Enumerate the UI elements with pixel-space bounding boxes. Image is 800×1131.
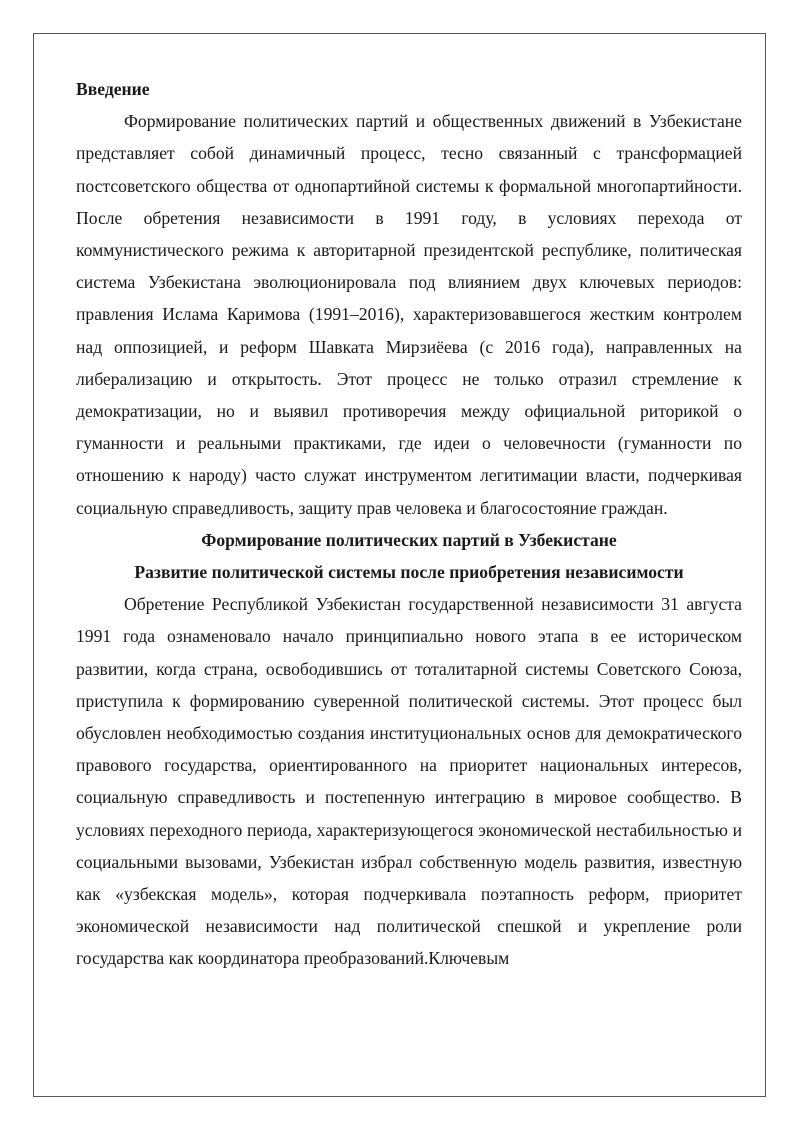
intro-paragraph: Формирование политических партий и общественных движений в Узбекистане представляет собой динамичный процесс, тесно связанный с трансформацией постсоветского общества от однопартийной системы к формальной многопартийности. После обретения независимости в 1991 году, в условиях перехода от коммунистического режима к авторитарной президентской республике, политическая система Узбекистана эволюционировала под влиянием двух ключевых периодов: правления Ислама Каримова (1991–2016), характеризовавшегося жестким контролем над оппозицией, и реформ Шавката Мирзиёева (с 2016 года), направленных на либерализацию и открытость. Этот процесс не только отразил стремление к демократизации, но и выявил противоречия между официальной риторикой о гуманности и реальными практиками, где идеи о человечности (гуманности по отношению к народу) часто служат инструментом легитимации власти, подчеркивая социальную справедливость, защиту прав человека и благосостояние граждан. — [76, 111, 742, 518]
subsection-heading: Развитие политической системы после приобретения независимости — [134, 562, 684, 583]
intro-heading: Введение — [76, 79, 150, 99]
body-paragraph: Обретение Республикой Узбекистан государственной независимости 31 августа 1991 года ознаменовало начало принципиально нового этапа в ее историческом развитии, когда страна, освободившись от тоталитарной системы Советского Союза, приступила к формированию суверенной политической системы. Этот процесс был обусловлен необходимостью создания институциональных основ для демократического правового государства, ориентированного на приоритет национальных интересов, социальную справедливость и постепенную интеграцию в мировое сообщество. В условиях переходного периода, характеризующегося экономической нестабильностью и социальными вызовами, Узбекистан избрал собственную модель развития, известную как «узбекская модель», которая подчеркивала поэтапность реформ, приоритет экономической независимости над политической спешкой и укрепление роли государства как координатора преобразований.Ключевым — [76, 594, 742, 969]
document-body — [76, 73, 742, 975]
section-heading: Формирование политических партий в Узбекистане — [201, 529, 617, 550]
